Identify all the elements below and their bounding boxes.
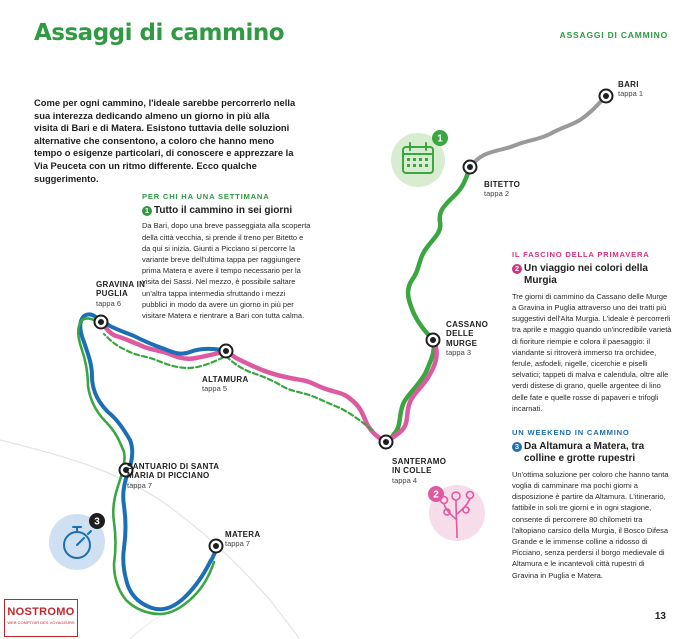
stop-stage: tappa 4 [392, 475, 418, 485]
badge-flower [428, 485, 485, 541]
section-body: Tre giorni di cammino da Cassano delle Murge a Gravina in Puglia attraverso uno dei tratti più suggestivi dell'Alta Murgia. L'ideale è percorrerli tra aprile e maggio quando un'incredibile varietà di fioriture riempie e colora il paesaggio: il viandante si ritroverà immerso tra orchidee, ferule, asfodeli, nigelle, cicerchie e piselli selvatici; tappeti di malva e calendula, oltre alle verdi distese di grano, quelle argentee di lino delle fate e quelle rosse di papaveri e trifogli incarnati. [512, 291, 672, 413]
stop-stage: tappa 7 [225, 539, 251, 549]
stop-label-altamura [202, 375, 249, 393]
badge-stopwatch [49, 513, 105, 570]
section-label: IL FASCINO DELLA PRIMAVERA [512, 250, 650, 259]
stop-stage: tappa 3 [446, 348, 472, 358]
stop-name: SANTERAMO IN COLLE [392, 457, 447, 476]
section-body: Da Bari, dopo una breve passeggiata alla scoperta della città vecchia, si prende il treno per Bitetto e da qui si inizia. Giunti a Picciano si percorre la variante breve dell'ultima tappa per raggiungere prima Matera e avere il tempo necessario per la visita dei Sassi. Nel mezzo, è possibile saltare un'altra tappa intermedia sfruttando i mezzi pubblici in modo da avere un giorno in più per visitare Matera e rientrare a Bari con tutta calma. [142, 221, 311, 321]
stop-label-picciano [127, 462, 227, 490]
section-weekend [512, 428, 672, 581]
stop-label-bari [618, 80, 643, 98]
section-title [512, 263, 672, 288]
section-label: PER CHI HA UNA SETTIMANA [142, 192, 270, 201]
stop-marker-bari[interactable] [600, 90, 613, 103]
stop-name: CASSANO DELLE MURGE [446, 320, 489, 348]
stop-label-bitetto [484, 180, 520, 198]
page-title: Assaggi di cammino [34, 20, 285, 46]
section-title-text: Tutto il cammino in sei giorni [154, 205, 293, 216]
stop-label-gravina [96, 280, 156, 308]
logo-word: NOSTROMO [7, 606, 75, 618]
route-green-segment [386, 167, 470, 442]
stop-name: GRAVINA IN PUGLIA [96, 280, 146, 299]
section-number-badge: 1 [142, 206, 152, 216]
stop-stage: tappa 6 [96, 298, 122, 308]
stop-marker-matera[interactable] [210, 540, 223, 553]
stop-name: BITETTO [484, 180, 521, 189]
logo-subtitle: WEB COMPTOIR DES VOYAGEURS [7, 620, 75, 625]
section-title-text: Un viaggio nei colori della Murgia [524, 263, 648, 287]
stop-label-matera [225, 530, 260, 548]
stop-name: BARI [618, 80, 639, 89]
section-number-badge: 3 [512, 442, 522, 452]
stop-label-santeramo [392, 457, 454, 485]
stop-stage: tappa 5 [202, 384, 228, 394]
badge-calendar [391, 130, 448, 187]
section-title [512, 441, 672, 466]
page-number: 13 [654, 611, 666, 622]
badge-number-2: 2 [433, 489, 439, 501]
stop-name: ALTAMURA [202, 375, 249, 384]
badge-number-1: 1 [437, 133, 443, 145]
stop-stage: tappa 7 [127, 480, 153, 490]
publisher-logo [4, 599, 78, 637]
section-title-text: Da Altamura a Matera, tra colline e grotte rupestri [524, 441, 645, 465]
stop-stage: tappa 1 [618, 89, 644, 99]
stop-stage: tappa 2 [484, 189, 510, 199]
header-tag: ASSAGGI DI CAMMINO [559, 30, 668, 40]
route-grey-segment [470, 96, 606, 167]
intro-paragraph: Come per ogni cammino, l'ideale sarebbe percorrerlo nella sua interezza dedicando almeno un giorno in più alla visita di Bari e di Matera. Esistono tuttavia delle soluzioni alternative che consentono, a coloro che hanno meno tempo o esigenze particolari, di conoscere e apprezzare la Via Peuceta con un ritmo differente. Ecco qualche suggerimento. [34, 97, 296, 184]
section-label: UN WEEKEND IN CAMMINO [512, 428, 630, 437]
stop-name: SANTUARIO DI SANTA MARIA DI PICCIANO [127, 462, 220, 481]
stop-marker-santeramo[interactable] [380, 436, 393, 449]
stop-label-cassano [446, 320, 496, 357]
stop-name: MATERA [225, 530, 261, 539]
stop-marker-bitetto[interactable] [464, 161, 477, 174]
section-number-badge: 2 [512, 264, 522, 274]
section-body: Un'ottima soluzione per coloro che hanno tanta voglia di camminare ma pochi giorni a disposizione è partire da Altamura. L'itinerario, fattibile in soli tre giorni e in ogni stagione, consente di percorrere 80 chilometri tra l'altopiano carsico della Murgia, il Bosco Difesa Grande e le immense colline a ridosso di Picciano, senza perdersi il borgo medievale di Altamura e le incantevoli città rupestri di Gravina in Puglia e Matera. [512, 469, 669, 580]
stop-marker-gravina[interactable] [95, 316, 108, 329]
badge-number-3: 3 [94, 516, 100, 528]
section-spring [512, 250, 672, 414]
stop-marker-cassano[interactable] [427, 334, 440, 347]
section-title [142, 205, 312, 217]
route-pink-segment [101, 322, 437, 442]
section-one-week [142, 192, 312, 321]
stop-marker-altamura[interactable] [220, 345, 233, 358]
